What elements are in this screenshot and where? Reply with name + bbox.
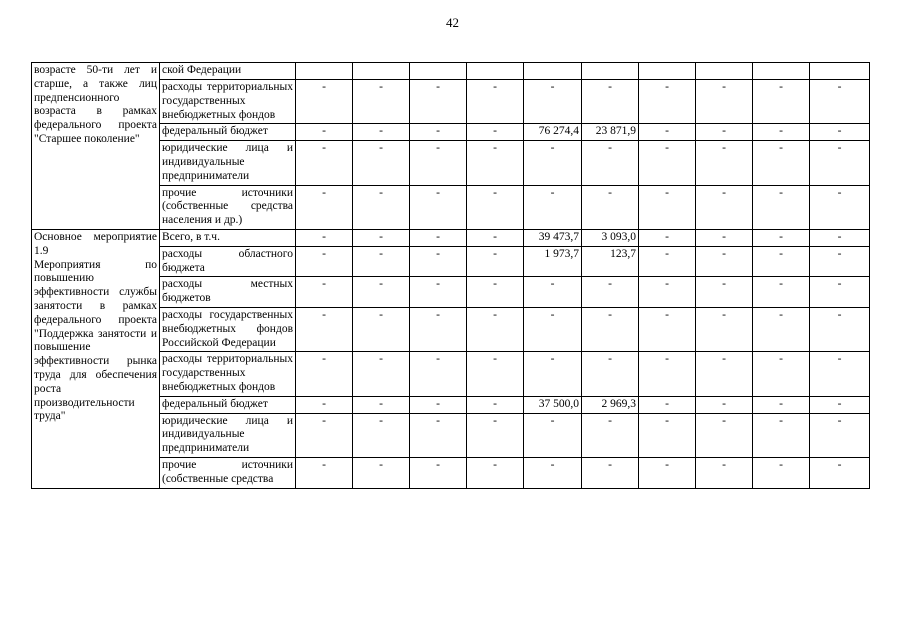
page-number: 42 xyxy=(446,15,459,30)
value-cell: 76 274,4 xyxy=(524,124,582,141)
value-cell: - xyxy=(467,307,524,351)
value-cell: - xyxy=(296,352,353,396)
value-cell: - xyxy=(296,413,353,457)
funding-source: юридические лица и индивидуальные предприниматели xyxy=(160,413,296,457)
value-cell: - xyxy=(696,413,753,457)
value-cell: - xyxy=(639,307,696,351)
value-cell: - xyxy=(753,277,810,308)
value-cell: - xyxy=(410,457,467,488)
value-cell xyxy=(753,63,810,80)
funding-source: прочие источники (собственные средства населения и др.) xyxy=(160,185,296,229)
value-cell: - xyxy=(353,246,410,277)
value-cell: - xyxy=(582,352,639,396)
value-cell: - xyxy=(524,457,582,488)
value-cell: - xyxy=(410,229,467,246)
value-cell: - xyxy=(467,277,524,308)
value-cell: - xyxy=(639,229,696,246)
funding-source: расходы государственных внебюджетных фондов Российской Федерации xyxy=(160,307,296,351)
value-cell: - xyxy=(582,413,639,457)
funding-source: расходы областного бюджета xyxy=(160,246,296,277)
value-cell: - xyxy=(696,229,753,246)
value-cell: - xyxy=(410,307,467,351)
value-cell: - xyxy=(524,141,582,185)
value-cell xyxy=(353,63,410,80)
value-cell: - xyxy=(639,80,696,124)
value-cell: - xyxy=(639,277,696,308)
value-cell: - xyxy=(810,185,870,229)
value-cell: - xyxy=(696,80,753,124)
value-cell: - xyxy=(810,352,870,396)
value-cell: - xyxy=(696,246,753,277)
value-cell: - xyxy=(753,246,810,277)
activity-text: Мероприятия по повышению эффективности службы занятости в рамках федерального проекта "Поддержка занятости и повышение эффективности рынка труда для обеспечения роста производительности труда" xyxy=(34,258,157,423)
value-cell: - xyxy=(353,80,410,124)
funding-source: прочие источники (собственные средства xyxy=(160,457,296,488)
value-cell: - xyxy=(696,124,753,141)
value-cell: 3 093,0 xyxy=(582,229,639,246)
value-cell xyxy=(810,63,870,80)
value-cell: - xyxy=(696,141,753,185)
value-cell: - xyxy=(753,124,810,141)
value-cell: - xyxy=(410,246,467,277)
value-cell xyxy=(639,63,696,80)
value-cell: - xyxy=(296,307,353,351)
value-cell: - xyxy=(296,229,353,246)
value-cell: 2 969,3 xyxy=(582,396,639,413)
value-cell: - xyxy=(753,185,810,229)
value-cell: - xyxy=(639,396,696,413)
activity-text: возрасте 50-ти лет и старше, а также лиц предпенсионного возраста в рамках федерального проекта "Старшее поколение" xyxy=(34,64,157,145)
value-cell: - xyxy=(639,413,696,457)
value-cell: - xyxy=(410,185,467,229)
value-cell xyxy=(296,63,353,80)
value-cell: - xyxy=(296,396,353,413)
value-cell: - xyxy=(582,185,639,229)
value-cell: - xyxy=(810,229,870,246)
value-cell: - xyxy=(810,141,870,185)
value-cell: - xyxy=(753,352,810,396)
value-cell: - xyxy=(696,457,753,488)
value-cell: - xyxy=(296,80,353,124)
value-cell: 23 871,9 xyxy=(582,124,639,141)
activity-title: Основное мероприятие 1.9 xyxy=(34,230,157,257)
funding-source: федеральный бюджет xyxy=(160,124,296,141)
value-cell: - xyxy=(353,352,410,396)
value-cell: - xyxy=(696,277,753,308)
value-cell: 39 473,7 xyxy=(524,229,582,246)
value-cell: - xyxy=(296,246,353,277)
value-cell: - xyxy=(353,185,410,229)
value-cell: - xyxy=(410,80,467,124)
value-cell: - xyxy=(753,413,810,457)
value-cell: - xyxy=(410,277,467,308)
value-cell: - xyxy=(467,352,524,396)
value-cell: 37 500,0 xyxy=(524,396,582,413)
value-cell: 1 973,7 xyxy=(524,246,582,277)
funding-table xyxy=(31,62,870,489)
activity-description xyxy=(32,229,160,488)
value-cell: - xyxy=(753,307,810,351)
value-cell: - xyxy=(467,124,524,141)
value-cell: - xyxy=(582,80,639,124)
value-cell: - xyxy=(353,141,410,185)
value-cell xyxy=(524,63,582,80)
table-body xyxy=(32,63,870,489)
value-cell: - xyxy=(524,413,582,457)
value-cell: - xyxy=(810,246,870,277)
funding-source: ской Федерации xyxy=(160,63,296,80)
value-cell: - xyxy=(353,457,410,488)
value-cell: - xyxy=(582,307,639,351)
value-cell: - xyxy=(410,124,467,141)
value-cell: - xyxy=(639,124,696,141)
value-cell: - xyxy=(353,229,410,246)
value-cell: - xyxy=(696,352,753,396)
value-cell: - xyxy=(753,396,810,413)
value-cell: - xyxy=(753,457,810,488)
value-cell: - xyxy=(582,141,639,185)
value-cell: - xyxy=(467,457,524,488)
value-cell xyxy=(410,63,467,80)
value-cell: - xyxy=(810,124,870,141)
value-cell: - xyxy=(353,124,410,141)
value-cell: - xyxy=(810,277,870,308)
value-cell: - xyxy=(524,307,582,351)
table-row xyxy=(32,63,870,80)
value-cell: - xyxy=(467,141,524,185)
value-cell xyxy=(696,63,753,80)
value-cell: - xyxy=(753,80,810,124)
funding-source: расходы местных бюджетов xyxy=(160,277,296,308)
value-cell: - xyxy=(410,141,467,185)
value-cell: - xyxy=(296,124,353,141)
value-cell: - xyxy=(696,396,753,413)
value-cell: - xyxy=(524,185,582,229)
value-cell: - xyxy=(810,457,870,488)
value-cell: - xyxy=(296,277,353,308)
value-cell: - xyxy=(524,80,582,124)
value-cell: - xyxy=(467,246,524,277)
value-cell: - xyxy=(696,307,753,351)
value-cell: - xyxy=(582,457,639,488)
value-cell: - xyxy=(810,307,870,351)
value-cell: - xyxy=(810,80,870,124)
value-cell xyxy=(467,63,524,80)
value-cell: - xyxy=(639,185,696,229)
value-cell: - xyxy=(810,413,870,457)
value-cell: - xyxy=(524,352,582,396)
funding-source: расходы территориальных государственных внебюджетных фондов xyxy=(160,80,296,124)
funding-source: расходы территориальных государственных внебюджетных фондов xyxy=(160,352,296,396)
value-cell: - xyxy=(410,352,467,396)
value-cell: - xyxy=(296,141,353,185)
value-cell: - xyxy=(296,185,353,229)
funding-source: юридические лица и индивидуальные предприниматели xyxy=(160,141,296,185)
funding-source: Всего, в т.ч. xyxy=(160,229,296,246)
value-cell: - xyxy=(639,457,696,488)
table-row xyxy=(32,229,870,246)
value-cell: - xyxy=(353,307,410,351)
value-cell: - xyxy=(410,413,467,457)
value-cell: - xyxy=(696,185,753,229)
value-cell: - xyxy=(810,396,870,413)
value-cell: - xyxy=(467,185,524,229)
value-cell: - xyxy=(524,277,582,308)
value-cell: - xyxy=(753,229,810,246)
value-cell: - xyxy=(353,396,410,413)
value-cell: - xyxy=(467,80,524,124)
value-cell: - xyxy=(639,141,696,185)
value-cell xyxy=(582,63,639,80)
value-cell: - xyxy=(467,413,524,457)
value-cell: - xyxy=(353,413,410,457)
value-cell: - xyxy=(353,277,410,308)
value-cell: - xyxy=(753,141,810,185)
value-cell: - xyxy=(639,352,696,396)
value-cell: - xyxy=(582,277,639,308)
value-cell: - xyxy=(467,229,524,246)
funding-source: федеральный бюджет xyxy=(160,396,296,413)
value-cell: - xyxy=(639,246,696,277)
activity-description xyxy=(32,63,160,230)
value-cell: - xyxy=(296,457,353,488)
value-cell: - xyxy=(467,396,524,413)
value-cell: - xyxy=(410,396,467,413)
value-cell: 123,7 xyxy=(582,246,639,277)
